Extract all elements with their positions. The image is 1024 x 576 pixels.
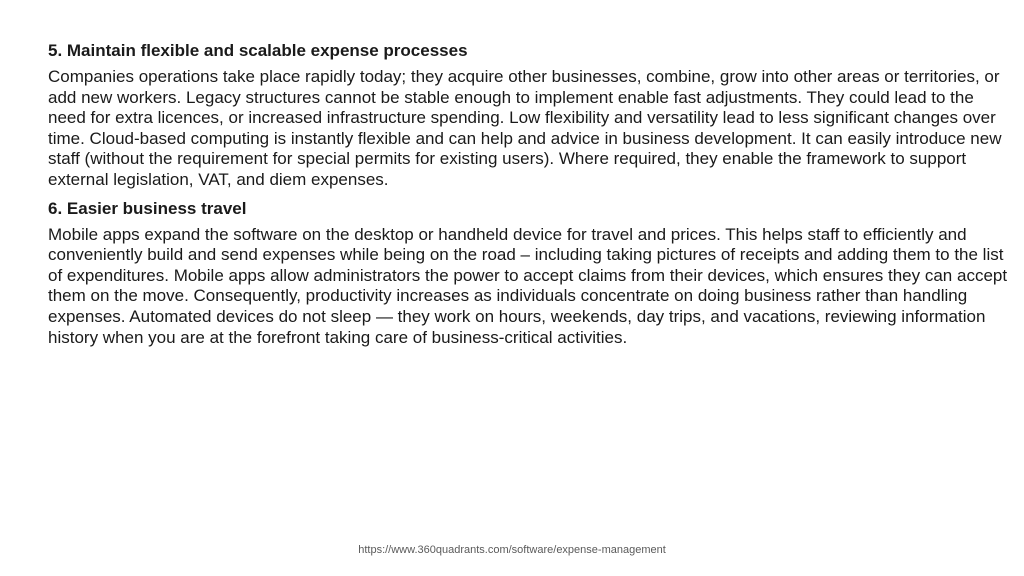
section-heading-5: 5. Maintain flexible and scalable expense processes — [48, 41, 468, 60]
section-body-6: Mobile apps expand the software on the desktop or handheld device for travel and prices. This helps staff to efficiently and conveniently build and send expenses while being on the road – including taking pictures of receipts and adding them to the list of expenditures. Mobile apps allow administrators the power to accept claims from their devices, which ensures they can accept them on the move. Consequently, productivity increases as individuals concentrate on doing business rather than handling expenses. Automated devices do not sleep — they work on hours, weekends, day trips, and vacations, reviewing information history when you are at the forefront taking care of business-critical activities. — [48, 224, 1008, 347]
footer-source-url: https://www.360quadrants.com/software/expense-management — [358, 544, 666, 556]
slide-content — [48, 40, 1010, 355]
section-body-5: Companies operations take place rapidly today; they acquire other businesses, combine, grow into other areas or territories, or add new workers. Legacy structures cannot be stable enough to implement enable fast adjustments. They could lead to the need for extra licences, or increased infrastructure spending. Low flexibility and versatility lead to less significant changes over time. Cloud-based computing is instantly flexible and can help and advice in business development. It can easily introduce new staff (without the requirement for special permits for existing users). Where required, they enable the framework to support external legislation, VAT, and diem expenses. — [48, 67, 1002, 189]
section-heading-6: 6. Easier business travel — [48, 198, 247, 218]
